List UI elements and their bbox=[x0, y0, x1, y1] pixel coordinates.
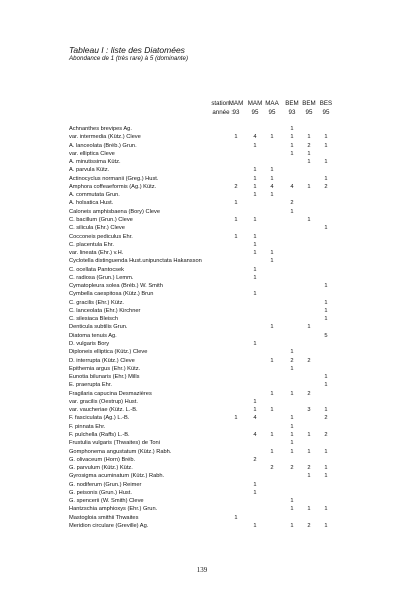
station-header-6: BES bbox=[319, 100, 333, 107]
abundance-cell: 2 bbox=[270, 465, 274, 472]
species-name: C. radiosa (Grun.) Lemm. bbox=[69, 274, 134, 281]
table-row bbox=[0, 472, 404, 480]
abundance-cell: 1 bbox=[253, 274, 257, 281]
species-name: A. holsatica Hust. bbox=[69, 200, 114, 207]
species-name: C. bacillum (Grun.) Cleve bbox=[69, 216, 133, 223]
table-row bbox=[0, 274, 404, 282]
species-name: var. vaucheriae (Kütz. L.-B. bbox=[69, 407, 138, 414]
abundance-cell: 2 bbox=[324, 183, 328, 190]
species-name: D. interrupta (Kütz.) Cleve bbox=[69, 357, 135, 364]
abundance-cell: 1 bbox=[253, 489, 257, 496]
abundance-cell: 1 bbox=[270, 390, 274, 397]
abundance-cell: 1 bbox=[290, 423, 294, 430]
species-name: A. parvula Kütz. bbox=[69, 167, 110, 174]
table-row bbox=[0, 448, 404, 456]
year-header-4: 93 bbox=[288, 109, 296, 116]
abundance-cell: 1 bbox=[253, 233, 257, 240]
abundance-cell: 1 bbox=[270, 167, 274, 174]
abundance-cell: 1 bbox=[290, 365, 294, 372]
abundance-cell: 2 bbox=[307, 465, 311, 472]
species-name: Denticula subtilis Grun. bbox=[69, 324, 128, 331]
table-row bbox=[0, 133, 404, 141]
abundance-cell: 1 bbox=[253, 398, 257, 405]
abundance-cell: 1 bbox=[324, 382, 328, 389]
abundance-cell: 2 bbox=[253, 456, 257, 463]
abundance-cell: 1 bbox=[324, 506, 328, 513]
table-row bbox=[0, 175, 404, 183]
abundance-cell: 2 bbox=[234, 183, 238, 190]
abundance-cell: 1 bbox=[290, 448, 294, 455]
abundance-cell: 1 bbox=[290, 126, 294, 132]
abundance-cell: 1 bbox=[324, 225, 328, 232]
abundance-cell: 1 bbox=[270, 357, 274, 364]
table-row bbox=[0, 249, 404, 257]
abundance-cell: 1 bbox=[290, 349, 294, 356]
year-label: année : bbox=[212, 109, 233, 116]
abundance-cell: 1 bbox=[234, 134, 238, 141]
table-row bbox=[0, 216, 404, 224]
abundance-cell: 2 bbox=[307, 142, 311, 149]
species-name: G. peisonis (Grun.) Hust. bbox=[69, 489, 132, 496]
abundance-cell: 1 bbox=[253, 407, 257, 414]
year-header-3: 95 bbox=[268, 109, 276, 116]
station-header-2: MAM bbox=[247, 100, 263, 107]
species-name: E. praerupta Ehr. bbox=[69, 382, 112, 389]
species-name: Cymatopleura solea (Bréb.) W. Smith bbox=[69, 283, 163, 290]
species-name: F. pinnata Ehr. bbox=[69, 423, 106, 430]
table-row bbox=[0, 199, 404, 207]
table-row bbox=[0, 456, 404, 464]
abundance-cell: 1 bbox=[253, 481, 257, 488]
abundance-cell: 1 bbox=[307, 159, 311, 166]
abundance-cell: 1 bbox=[290, 431, 294, 438]
table-row bbox=[0, 150, 404, 158]
table-row bbox=[0, 266, 404, 274]
species-name: G. parvulum (Kütz.) Kütz. bbox=[69, 465, 133, 472]
species-name: Gomphonema angustatum (Kütz.) Rabh. bbox=[69, 448, 172, 455]
species-name: A. commutata Grun. bbox=[69, 192, 120, 199]
year-header-1: 93 bbox=[232, 109, 240, 116]
table-row bbox=[0, 357, 404, 365]
station-header-5: BEM bbox=[302, 100, 316, 107]
species-name: A. minutissima Kütz. bbox=[69, 159, 121, 166]
abundance-cell: 1 bbox=[290, 134, 294, 141]
abundance-cell: 4 bbox=[253, 415, 257, 422]
abundance-cell: 1 bbox=[324, 374, 328, 381]
table-row bbox=[0, 142, 404, 150]
abundance-cell: 1 bbox=[234, 233, 238, 240]
species-name: Epithemia argus (Ehr.) Kütz. bbox=[69, 365, 141, 372]
station-header-3: MAA bbox=[265, 100, 279, 107]
species-name: var. gracilis (Oestrup) Hust. bbox=[69, 398, 138, 405]
abundance-cell: 1 bbox=[270, 448, 274, 455]
abundance-cell: 1 bbox=[324, 283, 328, 290]
abundance-cell: 2 bbox=[307, 522, 311, 529]
abundance-cell: 1 bbox=[324, 407, 328, 414]
abundance-cell: 1 bbox=[234, 415, 238, 422]
year-header-2: 95 bbox=[251, 109, 259, 116]
abundance-cell: 1 bbox=[253, 167, 257, 174]
abundance-cell: 1 bbox=[270, 258, 274, 265]
species-name: C. ocellata Pantocsek bbox=[69, 266, 125, 273]
abundance-cell: 1 bbox=[270, 324, 274, 331]
table-row bbox=[0, 481, 404, 489]
species-name: F. fasciculata (Ag.) L.-B. bbox=[69, 415, 130, 422]
species-name: C. silicula (Ehr.) Cleve bbox=[69, 225, 125, 232]
abundance-cell: 1 bbox=[290, 150, 294, 157]
abundance-cell: 1 bbox=[290, 208, 294, 215]
abundance-cell: 1 bbox=[324, 134, 328, 141]
table-row bbox=[0, 323, 404, 331]
abundance-cell: 5 bbox=[324, 332, 328, 339]
table-row bbox=[0, 505, 404, 513]
abundance-cell: 1 bbox=[307, 448, 311, 455]
abundance-cell: 1 bbox=[307, 150, 311, 157]
abundance-cell: 1 bbox=[324, 142, 328, 149]
abundance-cell: 1 bbox=[290, 390, 294, 397]
abundance-cell: 1 bbox=[270, 134, 274, 141]
table-row bbox=[0, 390, 404, 398]
table-row bbox=[0, 257, 404, 265]
table-row bbox=[0, 373, 404, 381]
abundance-cell: 1 bbox=[324, 473, 328, 480]
station-header-4: BEM bbox=[285, 100, 299, 107]
station-label: station : bbox=[211, 100, 233, 107]
species-name: Eunotia bilunaris (Ehr.) Mills bbox=[69, 374, 140, 381]
species-name: Diatoma tenuis Ag. bbox=[69, 332, 117, 339]
abundance-cell: 1 bbox=[270, 407, 274, 414]
abundance-cell: 1 bbox=[253, 142, 257, 149]
table-row bbox=[0, 166, 404, 174]
table-row bbox=[0, 340, 404, 348]
abundance-cell: 1 bbox=[324, 175, 328, 182]
abundance-cell: 1 bbox=[324, 316, 328, 323]
abundance-cell: 1 bbox=[270, 192, 274, 199]
abundance-cell: 2 bbox=[324, 415, 328, 422]
species-name: Cocconeis pediculus Ehr. bbox=[69, 233, 133, 240]
table-subtitle: Abondance de 1 (très rare) à 5 (dominante) bbox=[69, 55, 189, 62]
species-name: G. nodiferum (Grun.) Reimer bbox=[69, 481, 142, 488]
abundance-cell: 2 bbox=[290, 357, 294, 364]
table-row bbox=[0, 315, 404, 323]
species-name: Cymbella caespitosa (Kütz.) Brun bbox=[69, 291, 154, 298]
abundance-cell: 1 bbox=[324, 307, 328, 314]
abundance-cell: 1 bbox=[234, 514, 238, 521]
abundance-cell: 1 bbox=[290, 522, 294, 529]
table-row bbox=[0, 191, 404, 199]
table-row bbox=[0, 282, 404, 290]
species-name: Caloneis amphisbaena (Bory) Cleve bbox=[69, 208, 161, 215]
year-header-6: 95 bbox=[322, 109, 330, 116]
abundance-cell: 1 bbox=[234, 200, 238, 207]
species-name: Gyrosigma acuminatum (Kütz.) Rabh. bbox=[69, 473, 165, 480]
table-row bbox=[0, 514, 404, 522]
table-row bbox=[0, 381, 404, 389]
abundance-cell: 1 bbox=[307, 473, 311, 480]
table-row bbox=[0, 241, 404, 249]
abundance-cell: 1 bbox=[307, 216, 311, 223]
abundance-cell: 4 bbox=[253, 134, 257, 141]
species-name: Mastogloia smithii Thwaites bbox=[69, 514, 139, 521]
abundance-cell: 1 bbox=[290, 142, 294, 149]
abundance-cell: 1 bbox=[324, 159, 328, 166]
station-header-1: MAM bbox=[228, 100, 244, 107]
abundance-cell: 1 bbox=[253, 250, 257, 257]
table-title: Tableau I : liste des Diatomées bbox=[69, 45, 185, 55]
abundance-cell: 1 bbox=[253, 341, 257, 348]
table-row bbox=[0, 307, 404, 315]
species-name: var. lineata (Ehr.) v.H. bbox=[69, 250, 124, 257]
species-name: G. olivaceum (Horn) Bréb. bbox=[69, 456, 136, 463]
abundance-cell: 1 bbox=[290, 498, 294, 505]
table-row bbox=[0, 158, 404, 166]
species-name: Cyclotella distinguenda Hust.unipunctata Hakansson bbox=[69, 258, 202, 265]
abundance-cell: 1 bbox=[324, 522, 328, 529]
table-row bbox=[0, 497, 404, 505]
table-row bbox=[0, 125, 404, 133]
abundance-cell: 1 bbox=[253, 266, 257, 273]
table-row bbox=[0, 423, 404, 431]
species-name: A. lanceolata (Bréb.) Grun. bbox=[69, 142, 137, 149]
abundance-cell: 4 bbox=[290, 183, 294, 190]
abundance-cell: 1 bbox=[270, 175, 274, 182]
abundance-cell: 1 bbox=[307, 431, 311, 438]
table-row bbox=[0, 489, 404, 497]
table-row bbox=[0, 406, 404, 414]
abundance-cell: 4 bbox=[253, 431, 257, 438]
year-header-5: 95 bbox=[305, 109, 313, 116]
species-name: C. lanceolata (Ehr.) Kirchner bbox=[69, 307, 141, 314]
species-name: Frustulia vulgaris (Thwaites) de Toni bbox=[69, 440, 160, 447]
abundance-cell: 1 bbox=[307, 183, 311, 190]
abundance-cell: 4 bbox=[270, 183, 274, 190]
species-name: G. spencerii (W. Smith) Cleve bbox=[69, 498, 144, 505]
abundance-cell: 1 bbox=[253, 291, 257, 298]
table-row bbox=[0, 414, 404, 422]
abundance-cell: 2 bbox=[290, 200, 294, 207]
abundance-cell: 1 bbox=[324, 448, 328, 455]
species-name: var. elliptica Cleve bbox=[69, 150, 115, 157]
species-name: Actinocyclus normanii (Greg.) Hust. bbox=[69, 175, 159, 182]
abundance-cell: 1 bbox=[307, 324, 311, 331]
abundance-cell: 1 bbox=[290, 440, 294, 447]
abundance-cell: 2 bbox=[324, 431, 328, 438]
abundance-cell: 3 bbox=[307, 407, 311, 414]
abundance-cell: 1 bbox=[324, 299, 328, 306]
species-name: Meridion circulare (Greville) Ag. bbox=[69, 522, 149, 529]
species-name: Hantzschia amphioxys (Ehr.) Grun. bbox=[69, 506, 158, 513]
table-row bbox=[0, 224, 404, 232]
table-row bbox=[0, 208, 404, 216]
species-name: Amphora coffeaeformis (Ag.) Kütz. bbox=[69, 183, 157, 190]
abundance-cell: 1 bbox=[253, 522, 257, 529]
abundance-cell: 1 bbox=[324, 465, 328, 472]
table-row bbox=[0, 299, 404, 307]
species-name: C. placentula Ehr. bbox=[69, 241, 114, 248]
species-name: D. vulgaris Bory bbox=[69, 341, 110, 348]
species-name: Achnanthes brevipes Ag. bbox=[69, 126, 132, 132]
species-name: var. intermedia (Kütz.) Cleve bbox=[69, 134, 141, 141]
abundance-cell: 1 bbox=[253, 192, 257, 199]
table-row bbox=[0, 290, 404, 298]
table-row bbox=[0, 365, 404, 373]
table-row bbox=[0, 398, 404, 406]
table-row bbox=[0, 233, 404, 241]
species-name: Diploneis elliptica (Kütz.) Cleve bbox=[69, 349, 148, 356]
abundance-cell: 2 bbox=[307, 390, 311, 397]
abundance-cell: 1 bbox=[290, 415, 294, 422]
abundance-cell: 1 bbox=[253, 241, 257, 248]
species-name: F. pulchella (Raffs) L.-B. bbox=[69, 431, 130, 438]
abundance-cell: 1 bbox=[253, 183, 257, 190]
abundance-cell: 1 bbox=[253, 216, 257, 223]
abundance-cell: 1 bbox=[307, 506, 311, 513]
species-name: C. silesiaca Bleisch bbox=[69, 316, 118, 323]
table-row bbox=[0, 183, 404, 191]
table-row bbox=[0, 332, 404, 340]
abundance-cell: 2 bbox=[307, 357, 311, 364]
species-name: C. gracilis (Ehr.) Kütz. bbox=[69, 299, 124, 306]
abundance-cell: 1 bbox=[253, 175, 257, 182]
table-row bbox=[0, 348, 404, 356]
table-row bbox=[0, 464, 404, 472]
abundance-cell: 2 bbox=[290, 465, 294, 472]
table-row bbox=[0, 522, 404, 530]
abundance-cell: 1 bbox=[307, 134, 311, 141]
abundance-cell: 1 bbox=[270, 431, 274, 438]
abundance-cell: 1 bbox=[290, 506, 294, 513]
abundance-cell: 1 bbox=[270, 250, 274, 257]
species-name: Fragilaria capucina Desmazières bbox=[69, 390, 152, 397]
page-number: 139 bbox=[196, 566, 208, 574]
table-row bbox=[0, 439, 404, 447]
table-row bbox=[0, 431, 404, 439]
abundance-cell: 1 bbox=[234, 216, 238, 223]
